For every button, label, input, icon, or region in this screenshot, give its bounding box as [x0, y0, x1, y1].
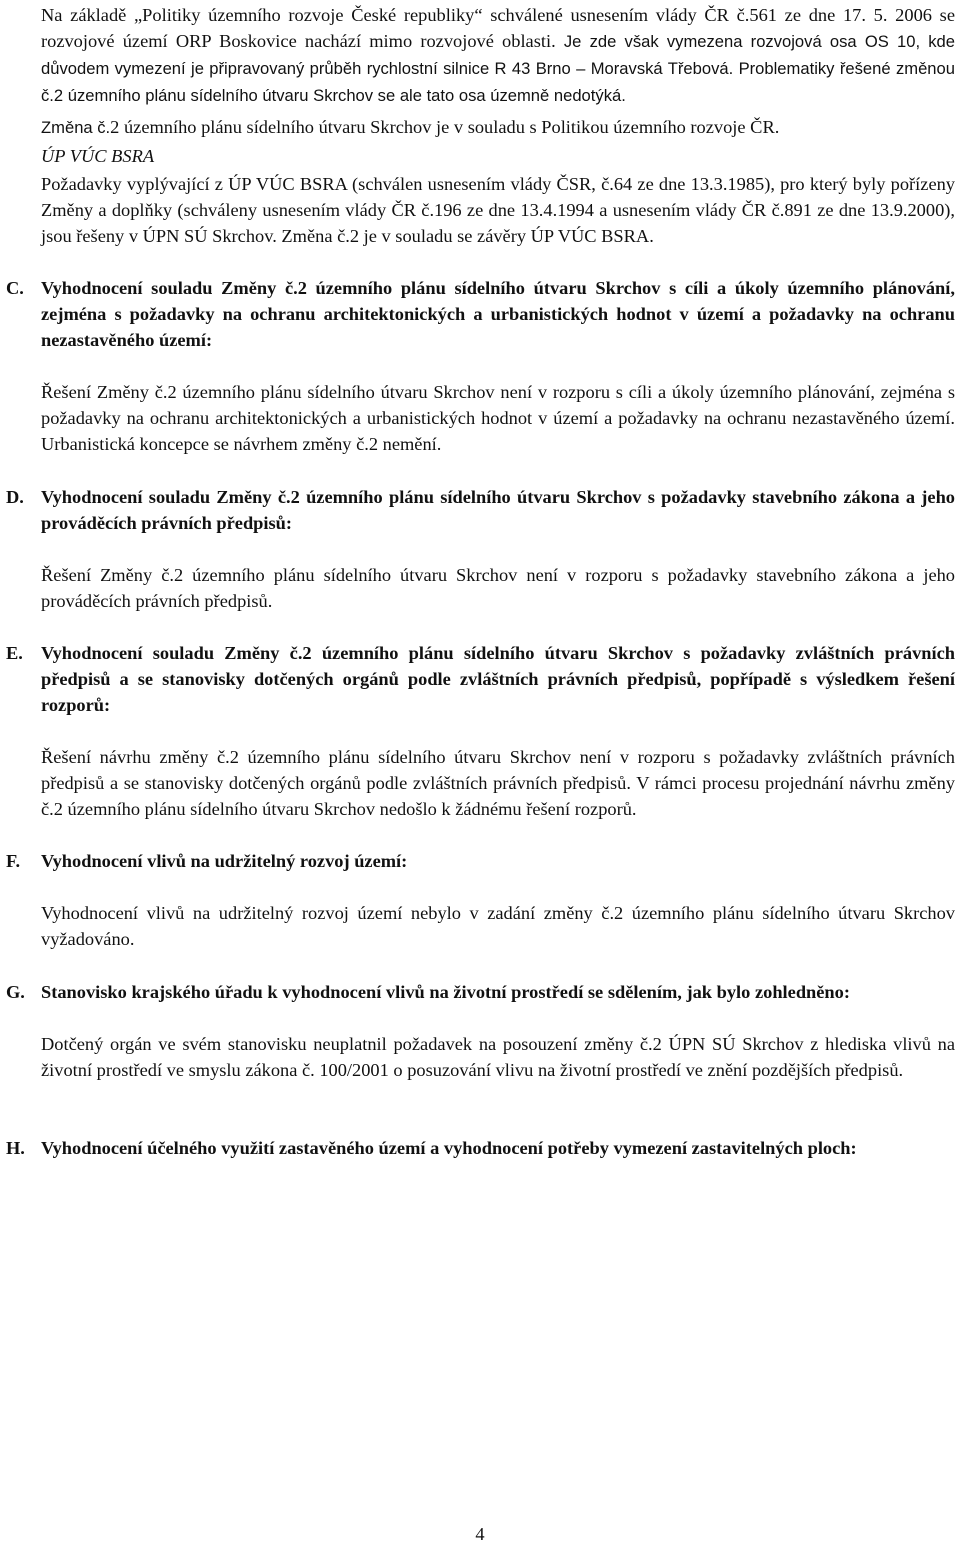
- section-d-heading: D. Vyhodnocení souladu Změny č.2 územního plánu sídelního útvaru Skrchov s požadavky stavebního zákona a jeho prováděcích právních předpisů:: [41, 484, 955, 536]
- section-heading-text: Vyhodnocení účelného využití zastavěného území a vyhodnocení potřeby vymezení zastavitelných ploch:: [41, 1138, 857, 1158]
- compliance-text-sans: Změna č.: [41, 118, 111, 137]
- section-heading-text: Vyhodnocení souladu Změny č.2 územního plánu sídelního útvaru Skrchov s požadavky zvláštních právních předpisů a se stanovisky dotčených orgánů podle zvláštních právních předpisů, popřípadě s výsledkem řešení rozporů:: [41, 643, 955, 715]
- intro-text-serif: Na základě „Politiky územního rozvoje České republiky“ schválené usnesením vlády ČR č.561 ze dne 17. 5. 2006 se rozvojové území ORP Boskovice nachází mimo rozvojové oblasti.: [41, 5, 955, 51]
- section-heading-text: Vyhodnocení vlivů na udržitelný rozvoj území:: [41, 851, 408, 871]
- section-e-body: Řešení návrhu změny č.2 územního plánu sídelního útvaru Skrchov není v rozporu s požadavky zvláštních právních předpisů a se stanovisky dotčených orgánů podle zvláštních právních předpisů. V rámci procesu projednání návrhu změny č.2 územního plánu sídelního útvaru Skrchov nedošlo k žádnému řešení rozporů.: [41, 747, 955, 819]
- intro-paragraph-compliance: [41, 114, 955, 141]
- document-page: [6, 0, 955, 1161]
- section-c-heading: C. Vyhodnocení souladu Změny č.2 územního plánu sídelního útvaru Skrchov s cíli a úkoly územního plánování, zejména s požadavky na ochranu architektonických a urbanistických hodnot v území a požadavky na ochranu nezastavěného území:: [41, 275, 955, 353]
- section-e: [6, 640, 955, 822]
- section-heading-text: Vyhodnocení souladu Změny č.2 územního plánu sídelního útvaru Skrchov s cíli a úkoly územního plánování, zejména s požadavky na ochranu architektonických a urbanistických hodnot v území a požadavky na ochranu nezastavěného území:: [41, 278, 955, 350]
- section-g-heading: G. Stanovisko krajského úřadu k vyhodnocení vlivů na životní prostředí se sdělením, jak bylo zohledněno:: [41, 979, 955, 1005]
- page-number: 4: [475, 1524, 485, 1544]
- up-vuc-heading: ÚP VÚC BSRA: [41, 146, 155, 166]
- section-h: [6, 1135, 955, 1161]
- section-d-body: Řešení Změny č.2 územního plánu sídelního útvaru Skrchov není v rozporu s požadavky stavebního zákona a jeho prováděcích právních předpisů.: [41, 565, 955, 611]
- section-heading-text: Stanovisko krajského úřadu k vyhodnocení vlivů na životní prostředí se sdělením, jak bylo zohledněno:: [41, 982, 850, 1002]
- section-c: [6, 275, 955, 457]
- intro-text-sans: Je zde však vymezena rozvojová osa OS 10, kde důvodem vymezení je připravovaný průběh rychlostní silnice R 43 Brno – Moravská Třebová. Problematiky řešené změnou č.2 územního plánu sídelního útvaru Skrchov se ale tato osa územně nedotýká.: [41, 32, 955, 105]
- section-f-body: Vyhodnocení vlivů na udržitelný rozvoj území nebylo v zadání změny č.2 územního plánu sídelního útvaru Skrchov vyžadováno.: [41, 903, 955, 949]
- section-h-heading: H. Vyhodnocení účelného využití zastavěného území a vyhodnocení potřeby vymezení zastavitelných ploch:: [41, 1135, 955, 1161]
- section-heading-text: Vyhodnocení souladu Změny č.2 územního plánu sídelního útvaru Skrchov s požadavky stavebního zákona a jeho prováděcích právních předpisů:: [41, 487, 955, 533]
- section-c-body: Řešení Změny č.2 územního plánu sídelního útvaru Skrchov není v rozporu s cíli a úkoly územního plánování, zejména s požadavky na ochranu architektonických a urbanistických hodnot v území a požadavky na ochranu nezastavěného území. Urbanistická koncepce se návrhem změny č.2 nemění.: [41, 382, 955, 454]
- section-f: [6, 848, 955, 952]
- up-vuc-paragraph: Požadavky vyplývající z ÚP VÚC BSRA (schválen usnesením vlády ČSR, č.64 ze dne 13.3.1985), pro který byly pořízeny Změny a doplňky (schváleny usnesením vlády ČR č.196 ze dne 13.4.1994 a usnesením vlády ČR č.891 ze dne 13.9.2000), jsou řešeny v ÚPN SÚ Skrchov. Změna č.2 je v souladu se závěry ÚP VÚC BSRA.: [41, 174, 955, 246]
- section-g: [6, 979, 955, 1083]
- compliance-text-serif: 2 územního plánu sídelního útvaru Skrchov je v souladu s Politikou územního rozvoje ČR.: [110, 117, 780, 137]
- intro-paragraph-pur: [41, 0, 955, 109]
- section-e-heading: E. Vyhodnocení souladu Změny č.2 územního plánu sídelního útvaru Skrchov s požadavky zvláštních právních předpisů a se stanovisky dotčených orgánů podle zvláštních právních předpisů, popřípadě s výsledkem řešení rozporů:: [41, 640, 955, 718]
- section-f-heading: F. Vyhodnocení vlivů na udržitelný rozvoj území:: [41, 848, 955, 874]
- section-d: [6, 484, 955, 614]
- section-g-body: Dotčený orgán ve svém stanovisku neuplatnil požadavek na posouzení změny č.2 ÚPN SÚ Skrchov z hlediska vlivů na životní prostředí ve smyslu zákona č. 100/2001 o posuzování vlivu na životní prostředí ve znění pozdějších předpisů.: [41, 1034, 955, 1080]
